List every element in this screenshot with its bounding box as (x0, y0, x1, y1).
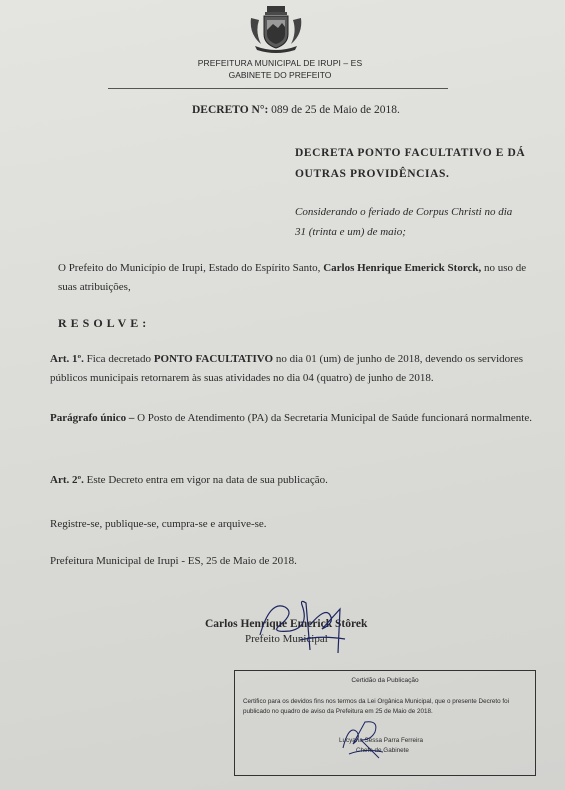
article-1-label: Art. 1º. (50, 353, 84, 365)
signatory-name: Carlos Henrique Emerick Stôrek (205, 618, 368, 630)
municipal-coat-of-arms-icon (247, 4, 305, 54)
paragrafo-unico (50, 409, 535, 428)
header-line-1: PREFEITURA MUNICIPAL DE IRUPI – ES (197, 58, 363, 68)
resolve-heading: RESOLVE: (58, 316, 151, 330)
mayor-name: Carlos Henrique Emerick Storck, (323, 262, 482, 274)
place-date: Prefeitura Municipal de Irupi - ES, 25 de Maio de 2018. (50, 555, 297, 567)
decree-number (192, 104, 400, 116)
article-1-bold: PONTO FACULTATIVO (153, 353, 274, 365)
article-2-label: Art. 2º. (50, 474, 84, 486)
intro-after: no uso de suas atribuições, (58, 262, 527, 293)
header-divider (108, 88, 448, 89)
decree-label: DECRETO N°: (192, 104, 269, 116)
intro-paragraph (58, 259, 538, 297)
decree-text: 089 de 25 de Maio de 2018. (271, 104, 400, 116)
ementa-line-1: DECRETA PONTO FACULTATIVO E DÁ (295, 147, 526, 159)
ementa-line-2: OUTRAS PROVIDÊNCIAS. (295, 168, 450, 180)
considering-line-2: 31 (trinta e um) de maio; (295, 226, 406, 238)
considering-clause (295, 202, 535, 242)
certificate-signatory-role: Chefe de Gabinete (356, 747, 409, 754)
ementa (295, 143, 535, 185)
certificate-body: Certifico para os devidos fins nos termos da Lei Orgânica Municipal, que o presente Decreto foi publicado no quadro de aviso da Prefeitura em 25 de Maio de 2018. (243, 698, 510, 715)
closing-formula: Registre-se, publique-se, cumpra-se e arquive-se. (50, 518, 267, 530)
paragrafo-label: Parágrafo único – (50, 412, 135, 424)
mayor-signature-icon (240, 595, 370, 655)
article-1 (50, 350, 535, 388)
chief-of-staff-signature-icon (335, 718, 390, 760)
article-1-after: no dia 01 (um) de junho de 2018, devendo os servidores públicos municipais retornarem às suas atividades no dia 04 (quatro) de junho de 2018. (50, 353, 523, 384)
considering-line-1: Considerando o feriado de Corpus Christi no dia (295, 206, 513, 218)
article-1-before: Fica decretado (86, 353, 152, 365)
intro-before: O Prefeito do Município de Irupi, Estado do Espírito Santo, (58, 262, 321, 274)
article-2-text: Este Decreto entra em vigor na data de sua publicação. (86, 474, 328, 486)
certificate-signatory-name: Lucyana Sessa Parra Ferreira (339, 737, 423, 744)
certificate-title: Certidão da Publicação (351, 677, 419, 684)
header-line-2: GABINETE DO PREFEITO (228, 70, 332, 80)
paragrafo-text: O Posto de Atendimento (PA) da Secretaria Municipal de Saúde funcionará normalmente. (137, 412, 532, 424)
signatory-role: Prefeito Municipal (245, 633, 328, 645)
article-2 (50, 471, 535, 490)
